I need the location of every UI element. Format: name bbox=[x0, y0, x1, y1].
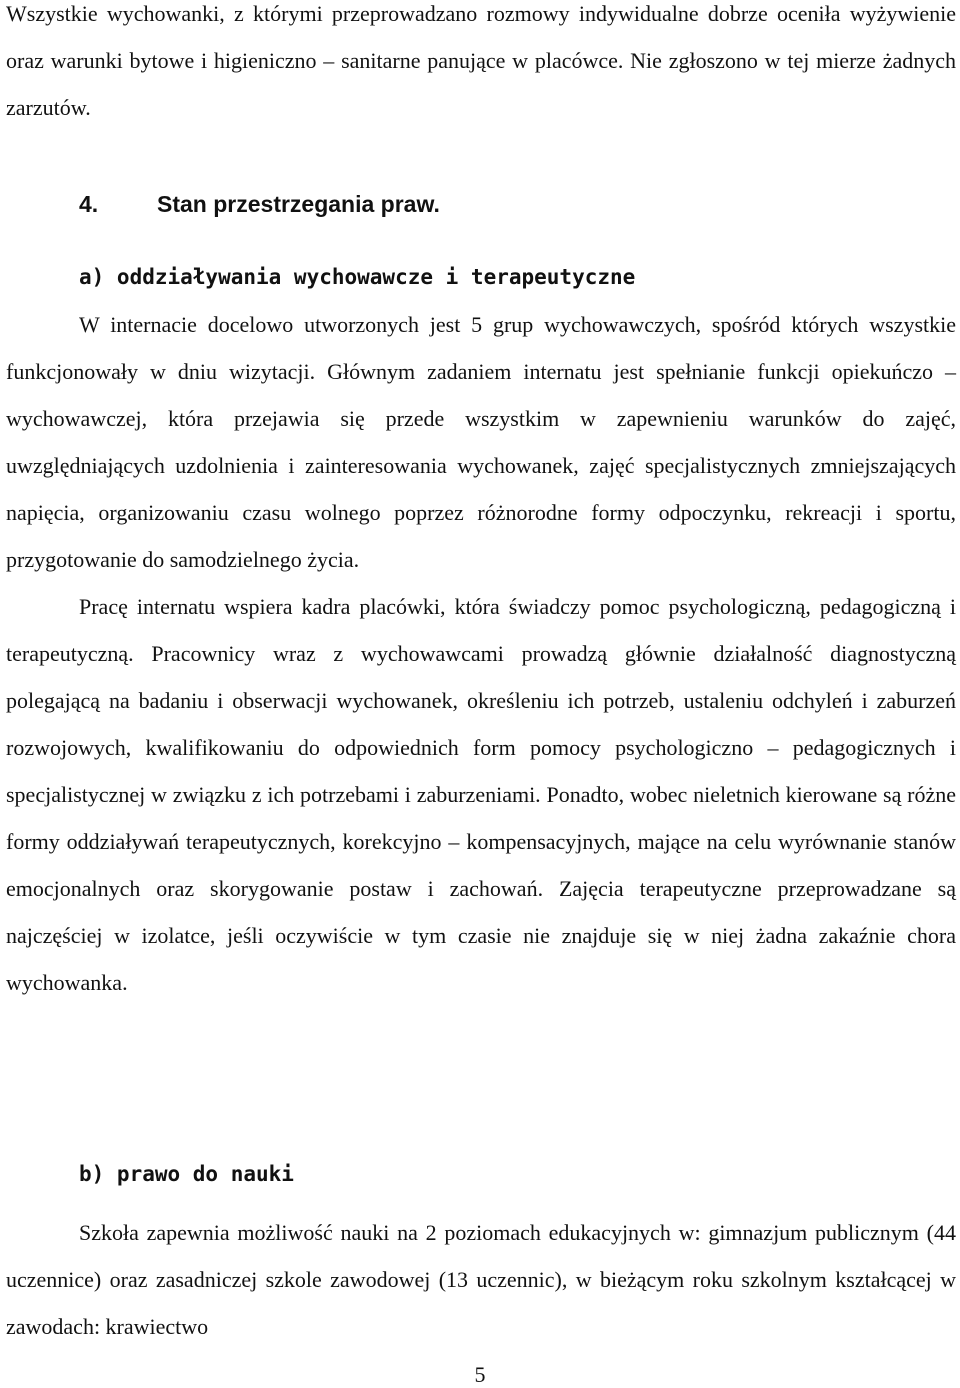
page-number: 5 bbox=[474, 1362, 486, 1387]
subsection-a-paragraph-1: W internacie docelowo utworzonych jest 5 grup wychowawczych, spośród których wszystkie funkcjonowały w dniu wizytacji. Głównym zadaniem internatu jest spełnianie funkcji opiekuńczo – wychowawczej, która przejawia się przede wszystkim w zapewnieniu warunków do zajęć, uwzględniających uzdolnienia i zainteresowania wychowanek, zajęć specjalistycznych zmniejszających napięcia, organizowaniu czasu wolnego poprzez różnorodne formy odpoczynku, rekreacji i sportu, przygotowanie do samodzielnego życia. bbox=[6, 312, 956, 572]
section-heading bbox=[79, 191, 440, 218]
subsection-a-heading: a) oddziaływania wychowawcze i terapeutyczne bbox=[79, 265, 636, 289]
section-number: 4. bbox=[79, 191, 99, 217]
section-title: Stan przestrzegania praw. bbox=[157, 191, 440, 217]
subsection-b-paragraph-1: Szkoła zapewnia możliwość nauki na 2 poziomach edukacyjnych w: gimnazjum publicznym (44 uczennice) oraz zasadniczej szkole zawodowej (13 uczennic), w bieżącym roku szkolnym kształcącej w zawodach: krawiectwo bbox=[6, 1220, 956, 1339]
intro-paragraph: Wszystkie wychowanki, z którymi przeprowadzano rozmowy indywidualne dobrze oceniła wyżywienie oraz warunki bytowe i higieniczno – sanitarne panujące w placówce. Nie zgłoszono w tej mierze żadnych zarzutów. bbox=[6, 1, 956, 120]
subsection-b-heading: b) prawo do nauki bbox=[79, 1162, 294, 1186]
intro-block bbox=[6, 0, 956, 131]
subsection-a-paragraph-2: Pracę internatu wspiera kadra placówki, która świadczy pomoc psychologiczną, pedagogiczną i terapeutyczną. Pracownicy wraz z wychowawcami prowadzą głównie działalność diagnostyczną polegającą na badaniu i obserwacji wychowanek, określeniu ich potrzeb, ustaleniu odchyleń i zaburzeń rozwojowych, kwalifikowaniu do odpowiednich form pomocy psychologiczno – pedagogicznych i specjalistycznej w związku z ich potrzebami i zaburzeniami. Ponadto, wobec nieletnich kierowane są różne formy oddziaływań terapeutycznych, korekcyjno – kompensacyjnych, mające na celu wyrównanie stanów emocjonalnych oraz skorygowanie postaw i zachowań. Zajęcia terapeutyczne przeprowadzane są najczęściej w izolatce, jeśli oczywiście w tym czasie nie znajduje się w niej żadna zakaźnie chora wychowanka. bbox=[6, 594, 956, 995]
subsection-a-block bbox=[6, 301, 956, 1006]
subsection-b-block bbox=[6, 1209, 956, 1350]
